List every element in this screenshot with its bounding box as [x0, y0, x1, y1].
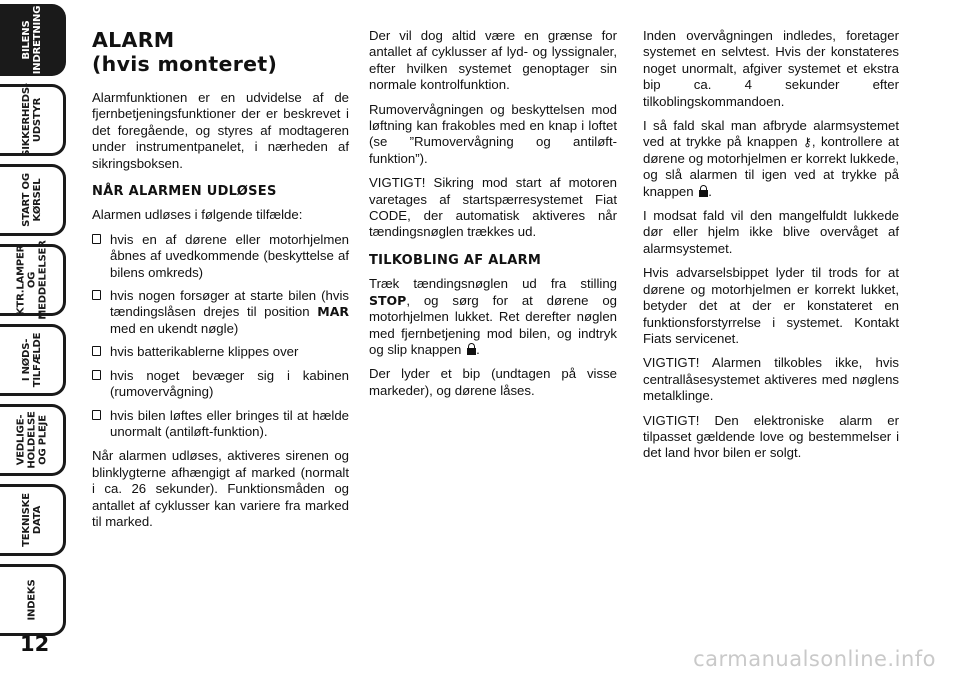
paragraph: Der lyder et bip (undtagen på visse markeder), og dørene låses.: [369, 366, 617, 398]
tab-label: START OG KØRSEL: [20, 173, 43, 227]
tab-label: KTR.LAMPER OG MEDDELELSER: [15, 240, 48, 320]
paragraph: VIGTIGT! Den elektroniske alarm er tilpasset gældende love og bestemmelser i det land hvor bilen er solgt.: [643, 412, 899, 461]
list-item: hvis noget bevæger sig i kabinen (rumovervågning): [92, 368, 349, 401]
text-column-1: [92, 28, 349, 538]
list-item: hvis batterikablerne klippes over: [92, 344, 349, 360]
tab-label: INDEKS: [26, 579, 37, 621]
title-line-2: (hvis monteret): [92, 52, 278, 76]
paragraph: Der vil dog altid være en grænse for antallet af cyklusser af lyd- og lyssignaler, efter hvilken systemet genoptager sin normale kontrolfunktion.: [369, 28, 617, 93]
title-line-1: ALARM: [92, 28, 175, 52]
checkbox-bullet-icon: [92, 370, 101, 380]
checkbox-bullet-icon: [92, 290, 101, 300]
list-item: hvis bilen løftes eller bringes til at hælde unormalt (antiløft-funktion).: [92, 408, 349, 441]
tab-tekniske-data[interactable]: [0, 484, 66, 556]
paragraph: Rumovervågningen og beskyttelsen mod løftning kan frakobles med en knap i loftet (se ”Rumovervågning og antiløft-funktion”).: [369, 101, 617, 166]
tab-label: TEKNISKE DATA: [20, 493, 43, 547]
tab-label: I NØDS- TILFÆLDE: [20, 332, 43, 388]
paragraph: I så fald skal man afbryde alarmsystemet ved at trykke på knappen ⚷, kontrollere at dørene og motorhjelmen er korrekt lukkede, og slå alarmen til igen ved at trykke på knappen .: [643, 118, 899, 199]
position-mar: MAR: [317, 304, 349, 320]
tab-sikkerhedsudstyr[interactable]: [0, 84, 66, 156]
footer-watermark: carmanualsonline.info: [693, 647, 936, 671]
section-tab-rail: [0, 0, 72, 640]
lock-icon: [467, 343, 476, 355]
paragraph: VIGTIGT! Sikring mod start af motoren varetages af startspærresystemet Fiat CODE, der automatisk aktiveres når tændingsnøglen trækkes ud.: [369, 175, 617, 240]
paragraph: Hvis advarselsbippet lyder til trods for at dørene og motorhjelmen er korrekt lukket, betyder det at der er konstateret en funktionsforstyrrelse i systemet. Kontakt Fiats servicenet.: [643, 265, 899, 346]
tab-vedligeholdelse[interactable]: [0, 404, 66, 476]
lead-paragraph: Alarmen udløses i følgende tilfælde:: [92, 207, 303, 223]
checkbox-bullet-icon: [92, 410, 101, 420]
closing-paragraph: Når alarmen udløses, aktiveres sirenen og blinklygterne afhængigt af marked (normalt i ca. 26 sekunder). Funktionsmåden og antallet af cyklusser kan variere fra marked til marked.: [92, 448, 349, 529]
paragraph: Inden overvågningen indledes, foretager systemet en selvtest. Hvis der konstateres noget unormalt, afgiver systemet et ekstra bip ca. 4 sekunder efter tilkoblingskommandoen.: [643, 28, 899, 109]
tab-bilens-indretning[interactable]: [0, 4, 66, 76]
text-column-3: [643, 28, 899, 470]
position-stop: STOP: [369, 292, 407, 308]
page-number: 12: [20, 632, 50, 656]
checkbox-bullet-icon: [92, 346, 101, 356]
page-title: [92, 28, 349, 76]
list-item: hvis nogen forsøger at starte bilen (hvis tændingslåsen drejes til position MAR med en ukendt nøgle): [92, 288, 349, 337]
tab-i-noedstilfaelde[interactable]: [0, 324, 66, 396]
tab-indeks[interactable]: [0, 564, 66, 636]
tab-ktr-lamper[interactable]: [0, 240, 66, 320]
paragraph: I modsat fald vil den mangelfuldt lukkede dør eller hjelm ikke blive overvåget af alarmsystemet.: [643, 208, 899, 256]
paragraph: Træk tændingsnøglen ud fra stilling STOP, og sørg for at dørene og motorhjelmen lukket. Ret derefter nøglen med fjernbetjening mod bilen, og indtryk og slip knappen .: [369, 276, 617, 357]
intro-paragraph: Alarmfunktionen er en udvidelse af de fjernbetjeningsfunktioner der er beskrevet i det foregående, og styres af modtageren under instrumentpanelet, i nærheden af sikringsboksen.: [92, 90, 349, 171]
tab-label: VEDLIGE- HOLDELSE OG PLEJE: [15, 411, 48, 469]
tab-label: SIKKERHEDS- UDSTYR: [20, 83, 43, 157]
section-heading-arming: TILKOBLING AF ALARM: [369, 252, 542, 268]
tab-start-og-koersel[interactable]: [0, 164, 66, 236]
section-heading-alarm-triggers: NÅR ALARMEN UDLØSES: [92, 184, 277, 200]
key-icon: ⚷: [803, 135, 812, 150]
trigger-list: [92, 232, 349, 440]
tab-label: BILENS INDRETNING: [20, 5, 43, 75]
list-item: hvis en af dørene eller motorhjelmen åbnes af uvedkommende (beskyttelse af bilens omkreds): [92, 232, 349, 281]
paragraph: VIGTIGT! Alarmen tilkobles ikke, hvis centrallåsesystemet aktiveres med nøglens metalklinge.: [643, 355, 899, 404]
checkbox-bullet-icon: [92, 234, 101, 244]
text-column-2: [369, 28, 617, 407]
lock-icon: [699, 185, 708, 197]
